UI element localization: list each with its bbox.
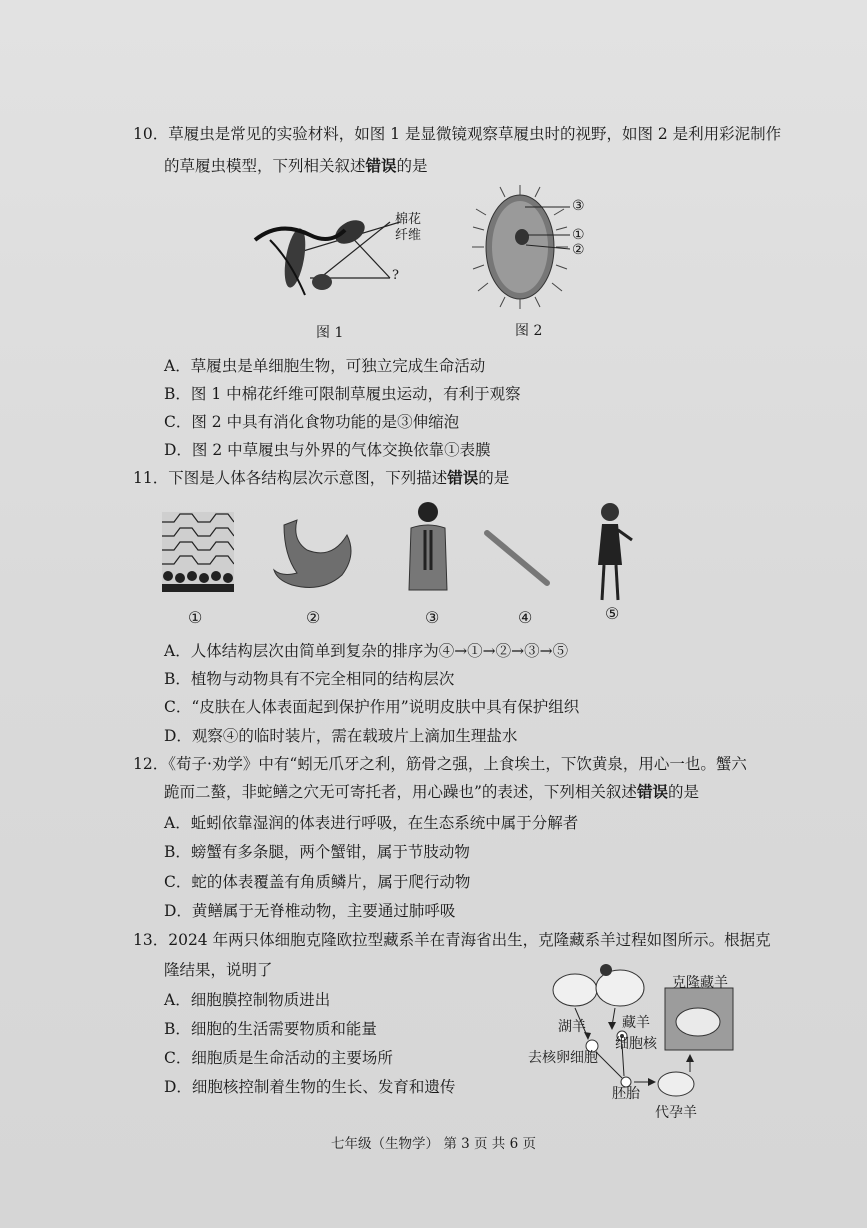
q13-option-c[interactable]: C．细胞质是生命活动的主要场所 [164, 1049, 393, 1067]
q10-option-b[interactable]: B．图 1 中棉花纤维可限制草履虫运动，有利于观察 [164, 385, 521, 403]
q13-option-a[interactable]: A．细胞膜控制物质进出 [164, 991, 331, 1009]
q10-stem-text: 的草履虫模型，下列相关叙述 [164, 157, 366, 175]
q11-stem-text: 11．下图是人体各结构层次示意图，下列描述 [133, 469, 448, 487]
q10-stem-end: 的是 [396, 157, 428, 175]
q11-stem [133, 469, 509, 488]
fig2-caption: 图 2 [515, 323, 543, 339]
q10-option-d[interactable]: D．图 2 中草履虫与外界的气体交换依靠①表膜 [164, 441, 491, 459]
fig2-paramecium-model [470, 185, 570, 310]
structure-label-4: ④ [518, 608, 533, 627]
q13-option-d[interactable]: D．细胞核控制着生物的生长、发育和遗传 [164, 1078, 456, 1096]
q11-option-a[interactable]: A．人体结构层次由简单到复杂的排序为④→①→②→③→⑤ [164, 642, 569, 660]
structure-label-1: ① [188, 608, 203, 627]
q11-option-b[interactable]: B．植物与动物具有不完全相同的结构层次 [164, 670, 455, 688]
q12-option-d[interactable]: D．黄鳝属于无脊椎动物，主要通过肺呼吸 [164, 902, 456, 920]
q11-stem-end: 的是 [478, 469, 510, 487]
human-body-system-image [403, 500, 453, 595]
clone-sheep-label: 克隆藏羊 [672, 975, 728, 991]
embryo-label: 胚胎 [612, 1086, 640, 1102]
q11-option-d[interactable]: D．观察④的临时装片，需在载玻片上滴加生理盐水 [164, 727, 518, 745]
q10-option-a[interactable]: A．草履虫是单细胞生物，可独立完成生命活动 [164, 357, 486, 375]
enucleated-egg-label: 去核卵细胞 [528, 1050, 598, 1066]
q13-option-b[interactable]: B．细胞的生活需要物质和能量 [164, 1020, 377, 1038]
q13-stem-line2: 隆结果，说明了 [164, 961, 273, 979]
q10-option-c[interactable]: C．图 2 中具有消化食物功能的是③伸缩泡 [164, 413, 460, 431]
structure-label-3: ③ [425, 608, 440, 627]
q11-option-c[interactable]: C．“皮肤在人体表面起到保护作用”说明皮肤中具有保护组织 [164, 698, 580, 716]
hu-sheep-label: 湖羊 [558, 1019, 586, 1035]
human-person-image [590, 500, 635, 605]
cell-image [482, 528, 552, 588]
q12-stem-text: 跪而二螯，非蛇鳝之穴无可寄托者，用心躁也”的表述，下列相关叙述 [164, 783, 637, 801]
fig2-marker-1: ① [572, 227, 585, 243]
page-footer: 七年级（生物学） 第 3 页 共 6 页 [331, 1136, 536, 1152]
zang-sheep-label: 藏羊 [622, 1015, 650, 1031]
fig2-marker-3: ③ [572, 198, 585, 214]
surrogate-sheep-label: 代孕羊 [655, 1105, 697, 1121]
q12-stem-end: 的是 [667, 783, 699, 801]
q10-stem-line2 [164, 157, 428, 176]
q10-stem-line1: 10．草履虫是常见的实验材料，如图 1 是显微镜观察草履虫时的视野，如图 2 是利用彩泥制作 [133, 125, 782, 143]
fig2-marker-2: ② [572, 242, 585, 258]
fig1-cotton-label: 棉花纤维 [395, 212, 422, 244]
stomach-image [272, 515, 357, 595]
q13-stem-line1: 13．2024 年两只体细胞克隆欧拉型藏系羊在青海省出生，克隆藏系羊过程如图所示。根据克 [133, 931, 771, 949]
fig1-caption: 图 1 [316, 325, 344, 341]
q11-emphasis: 错误 [447, 468, 479, 487]
q12-emphasis: 错误 [636, 782, 668, 801]
structure-label-2: ② [306, 608, 321, 627]
q10-emphasis: 错误 [365, 156, 397, 175]
q12-option-c[interactable]: C．蛇的体表覆盖有角质鳞片，属于爬行动物 [164, 873, 471, 891]
q12-stem-line2 [164, 783, 699, 802]
nucleus-label: 细胞核 [615, 1036, 657, 1052]
tissue-image [162, 512, 234, 592]
q12-option-b[interactable]: B．螃蟹有多条腿，两个蟹钳，属于节肢动物 [164, 843, 470, 861]
fig1-question-label: ? [392, 268, 399, 283]
q12-stem-line1: 12．《荀子·劝学》中有“蚓无爪牙之利，筋骨之强，上食埃土，下饮黄泉，用心一也。蟹六 [133, 755, 747, 773]
structure-label-5: ⑤ [605, 604, 620, 623]
q12-option-a[interactable]: A．蚯蚓依靠湿润的体表进行呼吸，在生态系统中属于分解者 [164, 814, 579, 832]
